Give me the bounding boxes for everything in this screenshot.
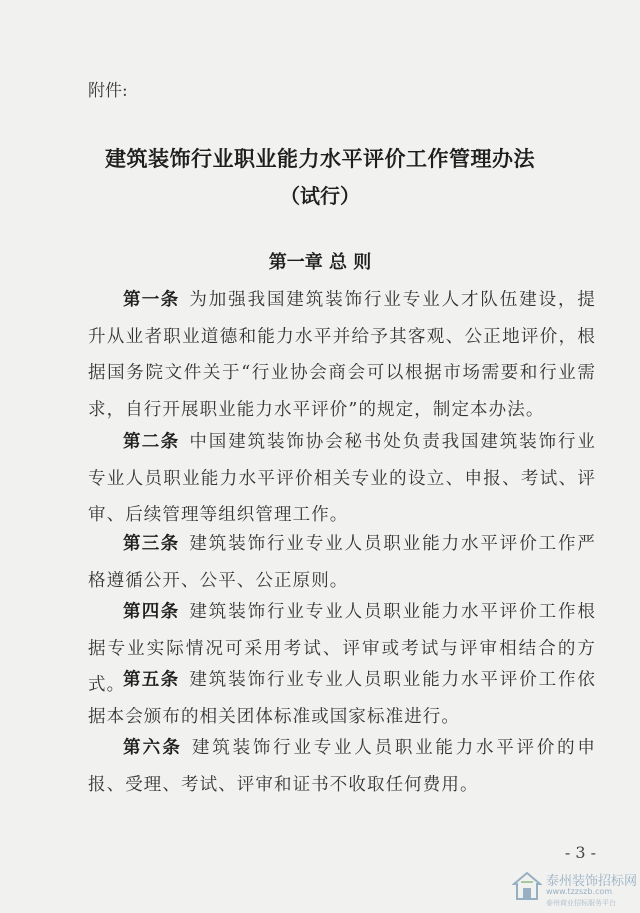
article-head: 第六条 <box>123 738 183 758</box>
article-text: 为加强我国建筑装饰行业专业人才队伍建设，提升从业者职业道德和能力水平并给予其客观、公正地评价，根据国务院文件关于“行业协会商会可以根据市场需要和行业需求，自行开展职业能力水平评价”的规定，制定本办法。 <box>88 290 596 420</box>
house-logo-icon <box>512 870 542 902</box>
document-title: 建筑装饰行业职业能力水平评价工作管理办法 <box>105 147 535 171</box>
article-head: 第一条 <box>123 290 180 310</box>
article-6 <box>88 730 596 803</box>
article-text: 建筑装饰行业专业人员职业能力水平评价工作严格遵循公开、公平、公正原则。 <box>88 534 596 591</box>
chapter-heading: 第一章 总 则 <box>268 252 372 273</box>
article-text: 建筑装饰行业专业人员职业能力水平评价工作根据专业实际情况可采用考试、评审或考试与评审相结合的方式。 <box>88 602 596 695</box>
article-head: 第四条 <box>123 602 180 622</box>
article-3 <box>88 526 596 599</box>
attachment-label: 附件: <box>88 81 128 101</box>
document-subtitle: （试行） <box>280 184 360 208</box>
watermark-url: www.tzzszb.com <box>546 887 613 896</box>
watermark <box>512 866 638 910</box>
article-head: 第三条 <box>123 534 180 554</box>
article-2 <box>88 424 596 534</box>
article-text: 建筑装饰行业专业人员职业能力水平评价工作依据本会颁布的相关团体标准或国家标准进行。 <box>88 670 596 727</box>
watermark-subtitle: 泰州商业招标服务平台 <box>546 899 616 907</box>
article-text: 建筑装饰行业专业人员职业能力水平评价的申报、受理、考试、评审和证书不收取任何费用。 <box>88 738 596 795</box>
article-5 <box>88 662 596 735</box>
article-1 <box>88 282 596 428</box>
article-head: 第二条 <box>123 432 180 452</box>
article-text: 中国建筑装饰协会秘书处负责我国建筑装饰行业专业人员职业能力水平评价相关专业的设立、申报、考试、评审、后续管理等组织管理工作。 <box>88 432 596 525</box>
article-head: 第五条 <box>123 670 180 690</box>
watermark-name: 泰州装饰招标网 <box>546 874 638 889</box>
page-number: - 3 - <box>564 843 596 862</box>
